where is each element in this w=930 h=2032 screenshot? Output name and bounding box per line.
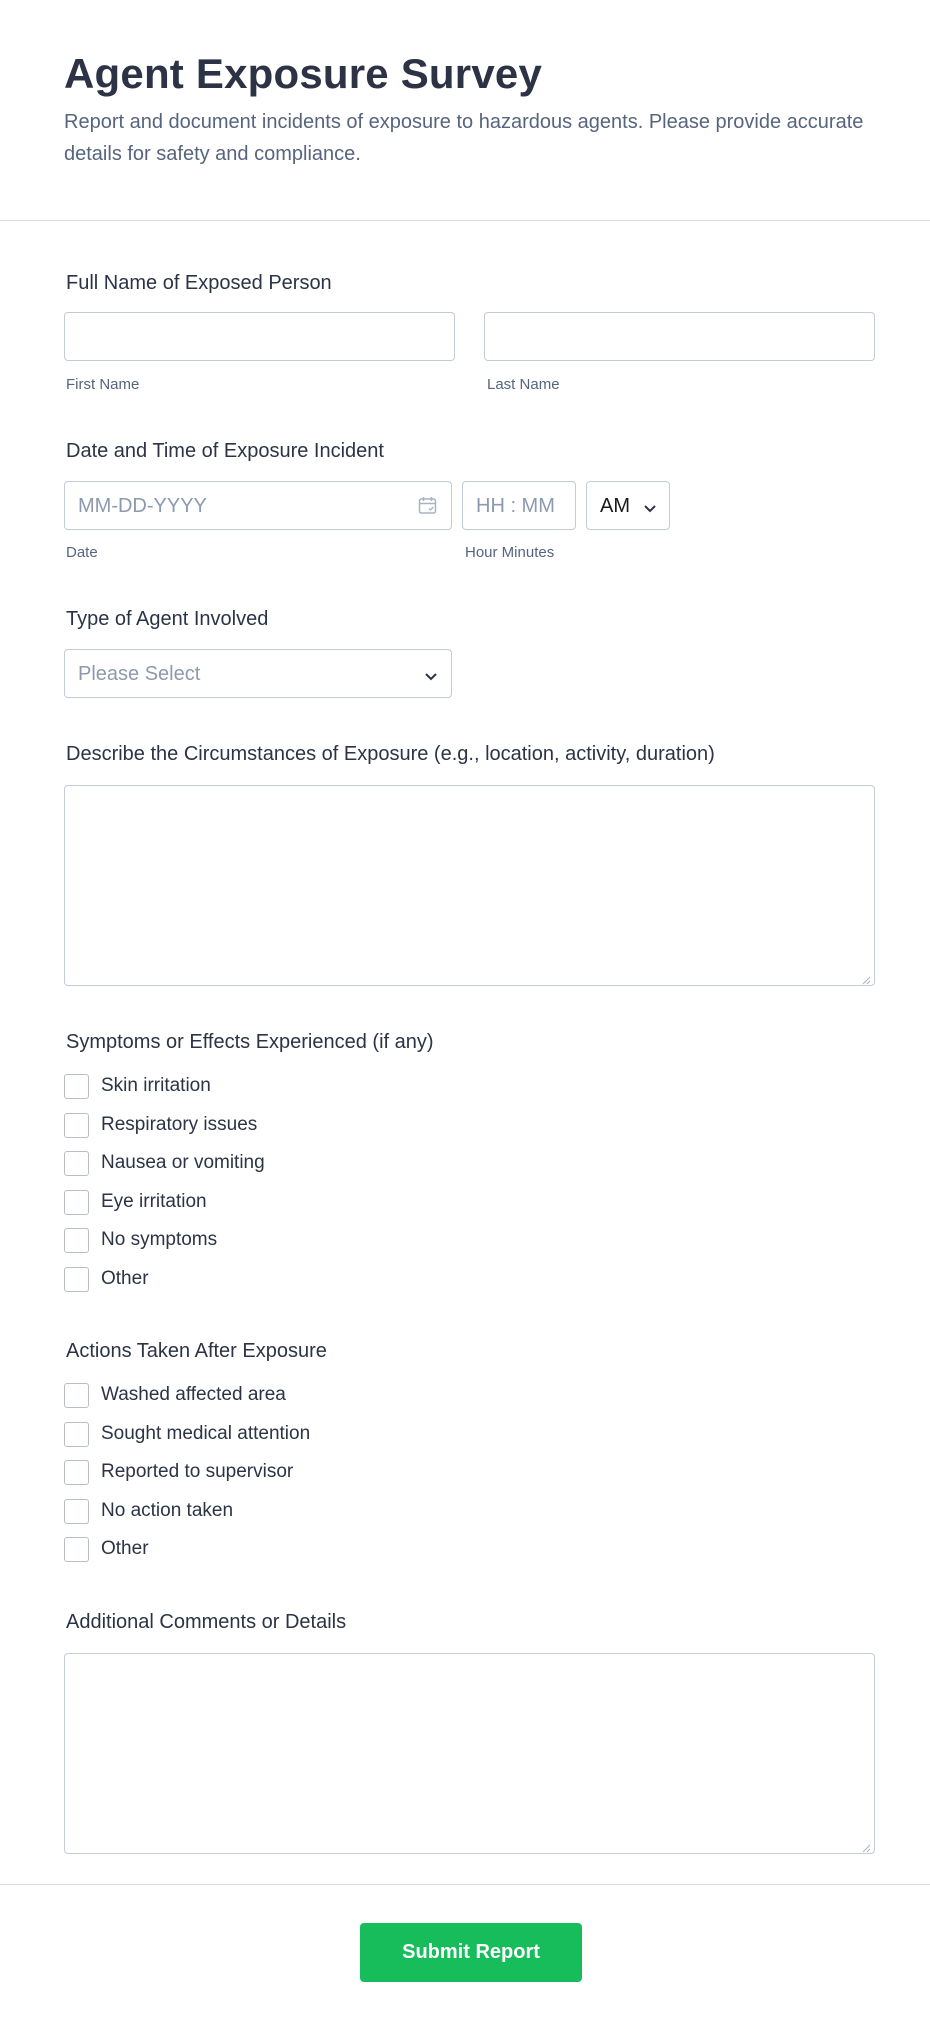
checkbox-label: Sought medical attention xyxy=(101,1423,311,1444)
checkbox-label: Nausea or vomiting xyxy=(101,1152,265,1173)
last-name-input[interactable] xyxy=(484,312,875,361)
checkbox[interactable] xyxy=(64,1113,89,1138)
checkbox-label: Eye irritation xyxy=(101,1191,207,1212)
form-header xyxy=(0,0,930,221)
agent-type-select[interactable] xyxy=(64,649,452,698)
checkbox[interactable] xyxy=(64,1422,89,1447)
circumstances-label: Describe the Circumstances of Exposure (e.g., location, activity, duration) xyxy=(66,743,715,765)
checkbox-label: No symptoms xyxy=(101,1229,218,1250)
ampm-value: AM xyxy=(600,495,630,517)
calendar-icon[interactable] xyxy=(418,496,437,515)
checkbox[interactable] xyxy=(64,1190,89,1215)
first-name-input[interactable] xyxy=(64,312,455,361)
agent-type-label: Type of Agent Involved xyxy=(66,608,269,630)
date-sublabel: Date xyxy=(66,544,98,561)
checkbox-label: Skin irritation xyxy=(101,1075,211,1096)
checkbox-label: Respiratory issues xyxy=(101,1114,258,1135)
comments-textarea[interactable] xyxy=(64,1653,875,1854)
checkbox-label: Other xyxy=(101,1538,149,1559)
date-placeholder: MM-DD-YYYY xyxy=(78,495,207,517)
chevron-down-icon xyxy=(643,501,657,519)
checkbox[interactable] xyxy=(64,1228,89,1253)
submit-report-button[interactable]: Submit Report xyxy=(360,1923,582,1982)
checkbox-label: No action taken xyxy=(101,1500,234,1521)
last-name-sublabel: Last Name xyxy=(487,376,560,393)
time-placeholder: HH : MM xyxy=(476,495,555,517)
checkbox[interactable] xyxy=(64,1537,89,1562)
checkbox-label: Reported to supervisor xyxy=(101,1461,294,1482)
page-title: Agent Exposure Survey xyxy=(64,50,543,97)
checkbox-label: Other xyxy=(101,1268,149,1289)
date-input[interactable] xyxy=(64,481,452,530)
checkbox[interactable] xyxy=(64,1074,89,1099)
checkbox[interactable] xyxy=(64,1499,89,1524)
page-subtitle: Report and document incidents of exposure to hazardous agents. Please provide accurate details for safety and compliance. xyxy=(64,111,864,165)
ampm-select[interactable] xyxy=(586,481,670,530)
checkbox[interactable] xyxy=(64,1151,89,1176)
time-sublabel: Hour Minutes xyxy=(465,544,555,561)
first-name-sublabel: First Name xyxy=(66,376,140,393)
chevron-down-icon xyxy=(424,669,438,687)
comments-label: Additional Comments or Details xyxy=(66,1611,347,1633)
date-time-label: Date and Time of Exposure Incident xyxy=(66,440,384,462)
actions-label: Actions Taken After Exposure xyxy=(66,1340,327,1362)
circumstances-textarea[interactable] xyxy=(64,785,875,986)
checkbox[interactable] xyxy=(64,1383,89,1408)
resize-grip-icon[interactable] xyxy=(861,1840,871,1850)
checkbox[interactable] xyxy=(64,1460,89,1485)
time-input[interactable] xyxy=(462,481,576,530)
agent-type-placeholder: Please Select xyxy=(78,663,201,685)
resize-grip-icon[interactable] xyxy=(861,972,871,982)
checkbox-label: Washed affected area xyxy=(101,1384,286,1405)
symptoms-label: Symptoms or Effects Experienced (if any) xyxy=(66,1031,434,1053)
full-name-label: Full Name of Exposed Person xyxy=(66,272,332,294)
checkbox[interactable] xyxy=(64,1267,89,1292)
